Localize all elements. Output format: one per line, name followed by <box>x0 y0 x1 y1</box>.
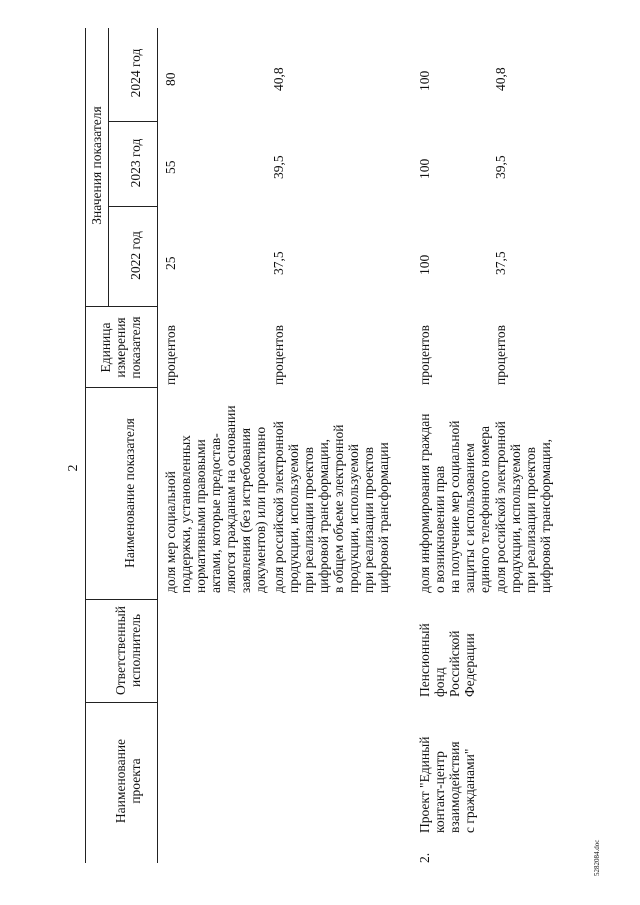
indicator-name: доля российской электронной продукции, используемой при реализации проектов цифровой трансформации, <box>493 421 553 593</box>
value-2022: 37,5 <box>493 251 508 275</box>
value-2024: 100 <box>417 70 432 91</box>
indicator-name: доля мер социальной поддержки, установленных нормативными правовыми актами, которые предостав- ляются гражданам на основании заявления (без истребования документов) или проактивно <box>163 405 268 593</box>
indicator-unit: процентов <box>163 324 178 385</box>
indicator-unit: процентов <box>493 324 508 385</box>
row-number: 2. <box>417 852 432 863</box>
footer-document-code: 5282084.doc <box>593 839 601 876</box>
value-2023: 39,5 <box>271 155 286 179</box>
value-2023: 100 <box>417 158 432 179</box>
value-2024: 80 <box>163 72 178 86</box>
indicator-name: доля информирования граждан о возникновении прав на получение мер социальной защиты с использованием единого телефонного номера <box>417 413 492 593</box>
value-2024: 40,8 <box>271 67 286 91</box>
header-values-group: Значения показателя <box>89 106 104 225</box>
rotated-table-sheet <box>85 28 640 863</box>
header-year-2022: 2022 год <box>128 231 143 280</box>
value-2023: 55 <box>163 160 178 174</box>
project-name: Проект "Единый контакт-центр взаимодействия с гражданами" <box>417 736 477 833</box>
value-2022: 37,5 <box>271 251 286 275</box>
header-indicator-name: Наименование показателя <box>122 418 137 568</box>
value-2022: 25 <box>163 256 178 270</box>
value-2022: 100 <box>417 254 432 275</box>
indicator-unit: процентов <box>417 324 432 385</box>
header-unit: Единица измерения показателя <box>98 316 143 379</box>
value-2024: 40,8 <box>493 67 508 91</box>
responsible-executor: Пенсионный фонд Российской Федерации <box>417 623 477 697</box>
header-year-2024: 2024 год <box>128 48 143 98</box>
page-number: 2 <box>66 464 81 472</box>
header-responsible: Ответственный исполнитель <box>113 606 143 695</box>
indicator-name: доля российской электронной продукции, используемой при реализации проектов цифровой трансформации, в общем объеме электронной продукции, используемой при реализации проектов цифровой трансформации <box>271 421 391 593</box>
indicator-unit: процентов <box>271 324 286 385</box>
header-year-2023: 2023 год <box>128 138 143 188</box>
indicators-table <box>85 28 640 863</box>
value-2023: 39,5 <box>493 155 508 179</box>
header-project-name: Наименование проекта <box>113 738 143 824</box>
